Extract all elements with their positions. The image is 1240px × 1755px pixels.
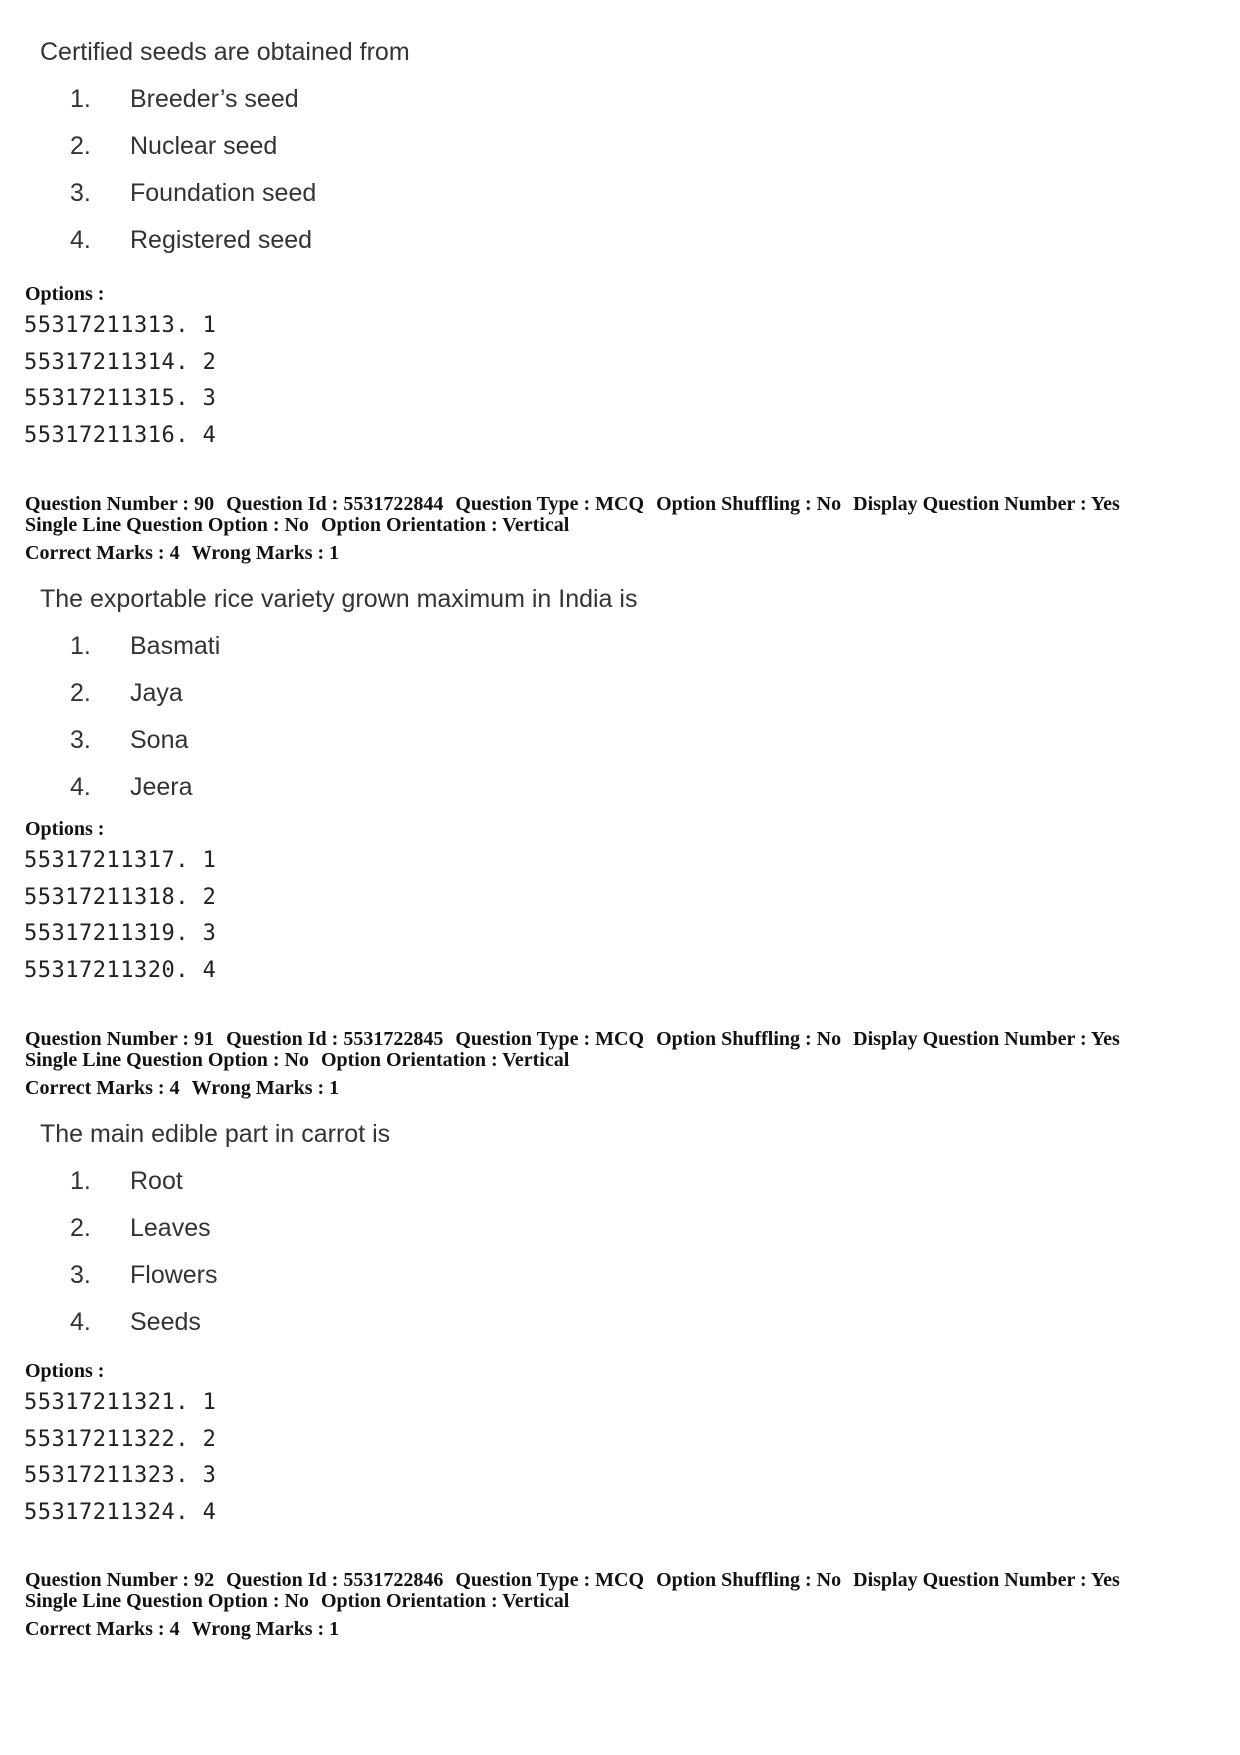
options-label: Options : [25, 1360, 105, 1382]
question-choice [70, 132, 277, 161]
option-id-line: 55317211314. 2 [24, 350, 217, 375]
question-marks-line: Correct Marks : 4 Wrong Marks : 1 [25, 542, 340, 564]
question-meta-line-1: Question Number : 91 Question Id : 5531722845 Question Type : MCQ Option Shuffling : No Display Question Number : Yes [25, 1028, 1120, 1050]
option-id-line: 55317211321. 1 [24, 1390, 217, 1415]
question-meta-line-1: Question Number : 90 Question Id : 5531722844 Question Type : MCQ Option Shuffling : No Display Question Number : Yes [25, 493, 1120, 515]
option-id-line: 55317211323. 3 [24, 1463, 217, 1488]
choice-text: Flowers [130, 1261, 218, 1289]
option-id-line: 55317211320. 4 [24, 958, 217, 983]
question-marks-line: Correct Marks : 4 Wrong Marks : 1 [25, 1077, 340, 1099]
question-meta-line-1: Question Number : 92 Question Id : 5531722846 Question Type : MCQ Option Shuffling : No Display Question Number : Yes [25, 1569, 1120, 1591]
choice-number: 4. [70, 773, 91, 801]
option-id-line: 55317211313. 1 [24, 313, 217, 338]
question-marks-line: Correct Marks : 4 Wrong Marks : 1 [25, 1618, 340, 1640]
choice-number: 3. [70, 1261, 91, 1289]
question-stem: Certified seeds are obtained from [40, 38, 410, 66]
question-meta-line-2: Single Line Question Option : No Option Orientation : Vertical [25, 514, 570, 536]
question-stem: The main edible part in carrot is [40, 1120, 391, 1148]
option-id-line: 55317211315. 3 [24, 386, 217, 411]
choice-text: Basmati [130, 632, 221, 660]
option-id-line: 55317211316. 4 [24, 423, 217, 448]
choice-text: Breeder’s seed [130, 85, 299, 113]
question-stem: The exportable rice variety grown maximum in India is [40, 585, 638, 613]
question-choice [70, 226, 312, 255]
choice-number: 3. [70, 726, 91, 754]
choice-number: 1. [70, 1167, 91, 1195]
question-choice [70, 1261, 218, 1290]
choice-text: Seeds [130, 1308, 201, 1336]
choice-number: 2. [70, 679, 91, 707]
question-choice [70, 773, 193, 802]
question-choice [70, 1308, 201, 1337]
option-id-line: 55317211317. 1 [24, 848, 217, 873]
choice-text: Jeera [130, 773, 193, 801]
option-id-line: 55317211322. 2 [24, 1427, 217, 1452]
question-choice [70, 726, 188, 755]
question-meta-line-2: Single Line Question Option : No Option Orientation : Vertical [25, 1049, 570, 1071]
question-choice [70, 85, 299, 114]
option-id-line: 55317211324. 4 [24, 1500, 217, 1525]
choice-text: Registered seed [130, 226, 313, 254]
choice-text: Jaya [130, 679, 183, 707]
choice-text: Nuclear seed [130, 132, 278, 160]
choice-number: 1. [70, 632, 91, 660]
option-id-line: 55317211319. 3 [24, 921, 217, 946]
choice-text: Leaves [130, 1214, 211, 1242]
choice-text: Root [130, 1167, 183, 1195]
choice-number: 1. [70, 85, 91, 113]
choice-number: 2. [70, 1214, 91, 1242]
choice-number: 3. [70, 179, 91, 207]
options-label: Options : [25, 818, 105, 840]
question-choice [70, 179, 316, 208]
options-label: Options : [25, 283, 105, 305]
choice-number: 4. [70, 1308, 91, 1336]
question-choice [70, 1214, 211, 1243]
choice-text: Sona [130, 726, 189, 754]
choice-number: 4. [70, 226, 91, 254]
option-id-line: 55317211318. 2 [24, 885, 217, 910]
question-choice [70, 679, 183, 708]
choice-number: 2. [70, 132, 91, 160]
question-choice [70, 1167, 183, 1196]
question-choice [70, 632, 220, 661]
question-meta-line-2: Single Line Question Option : No Option Orientation : Vertical [25, 1590, 570, 1612]
choice-text: Foundation seed [130, 179, 317, 207]
